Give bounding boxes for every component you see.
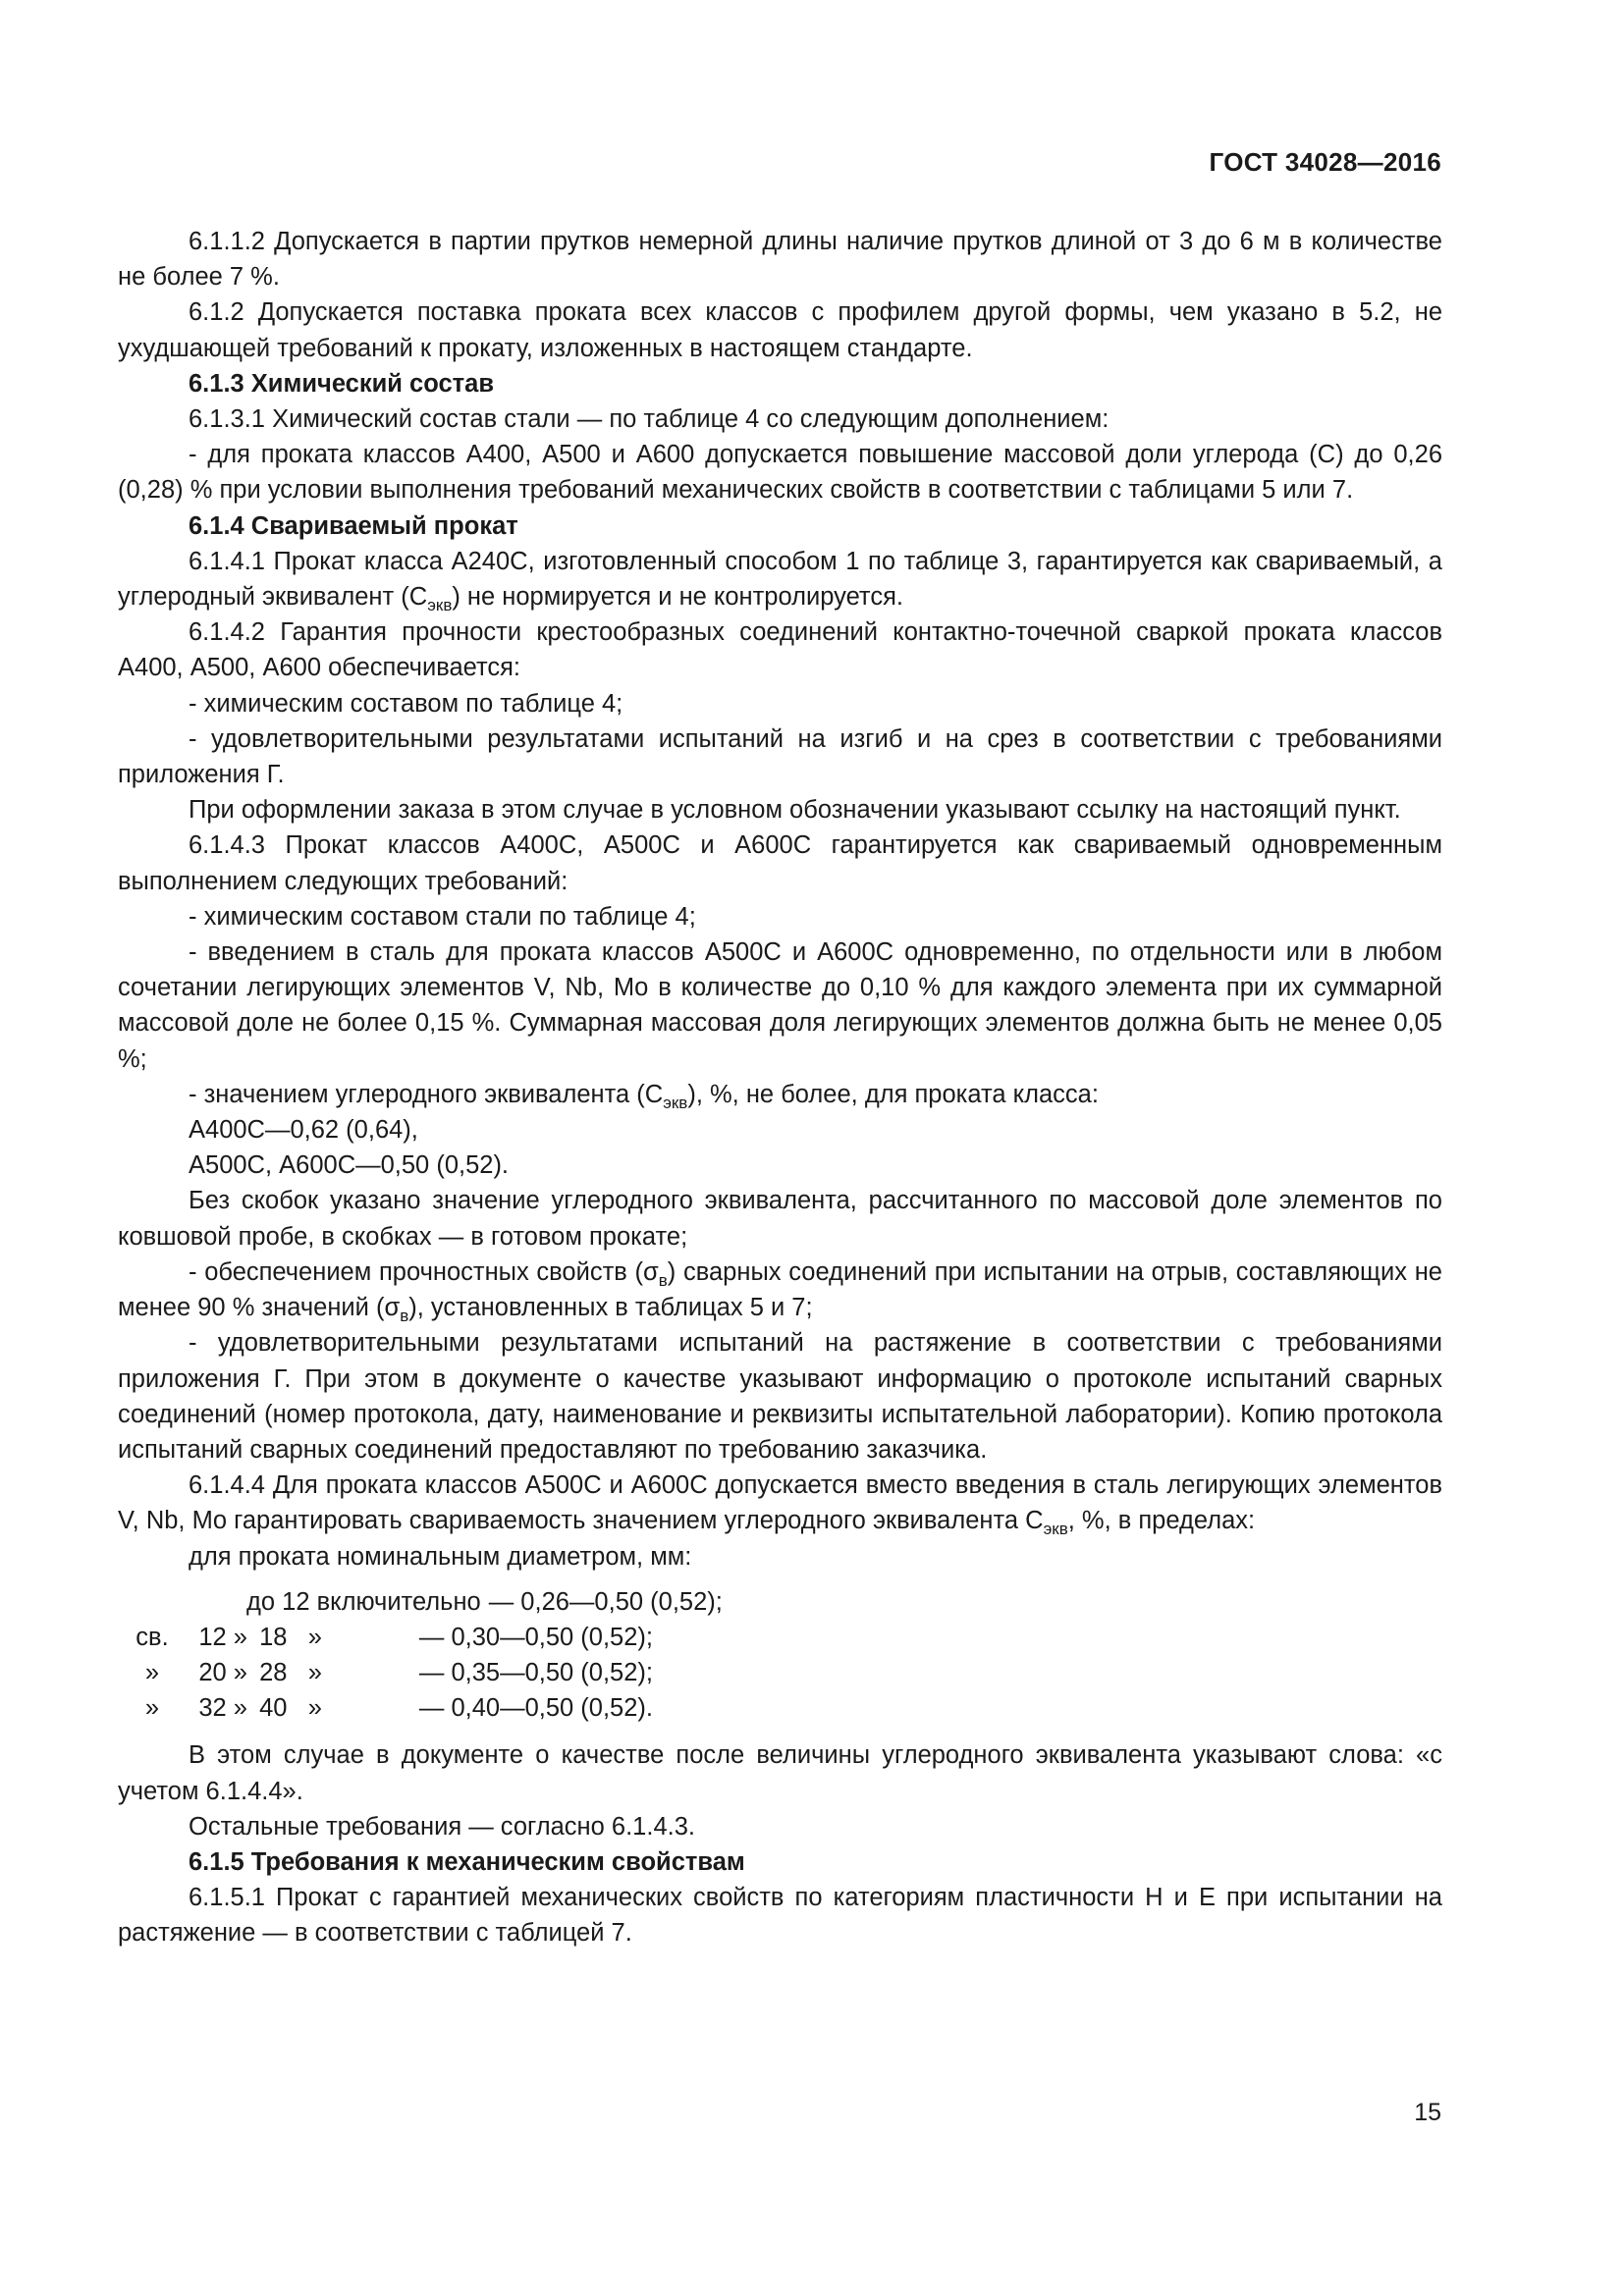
paragraph: 6.1.2 Допускается поставка проката всех классов с профилем другой формы, чем указано в 5.2, не ухудшающей требований к прокату, изложенных в настоящем стандарте. [118, 298, 1442, 362]
paragraph [118, 1077, 1442, 1112]
diameter-table [118, 1584, 1442, 1727]
table-value: — 0,26—0,50 (0,52); [488, 1587, 723, 1616]
paragraph: В этом случае в документе о качестве после величины углеродного эквивалента указывают слова: «с учетом 6.1.4.4». [118, 1741, 1442, 1805]
table-value: — 0,30—0,50 (0,52); [418, 1623, 653, 1651]
text-run: , %, в пределах: [1067, 1507, 1256, 1535]
paragraph: - химическим составом по таблице 4; [189, 689, 623, 718]
paragraph [118, 1468, 1442, 1538]
text-run: ) сварных соединений при испытании на отрыв, составляющих не менее 90 % значений (σ [118, 1257, 1442, 1322]
subscript: экв [427, 596, 453, 615]
paragraph: А400С—0,62 (0,64), [189, 1116, 418, 1145]
text-run: ), установленных в таблицах 5 и 7; [408, 1294, 813, 1322]
subscript: в [658, 1270, 668, 1290]
paragraph: - введением в сталь для проката классов А500С и А600С одновременно, по отдельности или в любом сочетании легирующих элементов V, Nb, Mo в количестве до 0,10 % для каждого элемента при их суммарной массовой доле не более 0,15 %. Суммарная массовая доля легирующих элементов должна быть не менее 0,05 %; [118, 938, 1442, 1073]
table-to: 18 » [259, 1623, 322, 1651]
paragraph: Остальные требования — согласно 6.1.4.3. [189, 1812, 695, 1841]
section-heading: 6.1.4 Свариваемый прокат [189, 511, 518, 540]
table-value: — 0,35—0,50 (0,52); [418, 1659, 653, 1687]
paragraph: 6.1.4.2 Гарантия прочности крестообразных соединений контактно-точечной сваркой проката классов А400, А500, А600 обеспечивается: [118, 618, 1442, 682]
section-heading: 6.1.3 Химический состав [189, 369, 495, 398]
text-run: - обеспечением прочностных свойств (σ [189, 1257, 659, 1286]
table-prefix: » [144, 1659, 160, 1687]
page-number: 15 [1414, 2099, 1441, 2126]
paragraph: для проката номинальным диаметром, мм: [189, 1542, 692, 1571]
table-row [118, 1584, 1442, 1620]
paragraph [118, 544, 1442, 614]
table-from: 12 » [198, 1623, 247, 1651]
text-run: 6.1.4.4 Для проката классов А500С и А600С допускается вместо введения в сталь легирующих элементов V, Nb, Mo гарантировать свариваемость значением углеродного эквивалента С [118, 1471, 1442, 1535]
table-row [118, 1655, 1442, 1690]
paragraph: - удовлетворительными результатами испытаний на растяжение в соответствии с требованиями приложения Г. При этом в документе о качестве указывают информацию о протоколе испытаний сварных соединений (номер протокола, дату, наименование и реквизиты испытательной лаборатории). Копию протокола испытаний сварных соединений предоставляют по требованию заказчика. [118, 1329, 1442, 1464]
text-run: ) не нормируется и не контролируется. [452, 583, 903, 612]
paragraph: 6.1.5.1 Прокат с гарантией механических свойств по категориям пластичности Н и Е при испытании на растяжение — в соответствии с таблицей 7. [118, 1884, 1442, 1948]
text-run: ), %, не более, для проката класса: [687, 1080, 1099, 1108]
table-row [118, 1690, 1442, 1726]
paragraph: - для проката классов А400, А500 и А600 допускается повышение массовой доли углерода (С) до 0,26 (0,28) % при условии выполнения требований механических свойств в соответствии с таблицами 5 или 7. [118, 441, 1442, 505]
table-range: до 12 включительно [246, 1587, 481, 1616]
table-from: 20 » [198, 1659, 247, 1687]
paragraph: 6.1.3.1 Химический состав стали — по таблице 4 со следующим дополнением: [189, 405, 1110, 434]
table-row [118, 1620, 1442, 1655]
table-prefix: » [144, 1694, 160, 1723]
document-code: ГОСТ 34028—2016 [1209, 147, 1441, 177]
subscript: экв [1043, 1520, 1068, 1539]
paragraph: 6.1.4.3 Прокат классов А400С, А500С и А600С гарантируется как свариваемый одновременным выполнением следующих требований: [118, 831, 1442, 895]
text-run: 6.1.4.1 Прокат класса А240С, изготовленный способом 1 по таблице 3, гарантируется как свариваемый, а углеродный эквивалент (С [118, 547, 1442, 612]
text-run: - значением углеродного эквивалента (С [189, 1080, 664, 1108]
paragraph: А500С, А600С—0,50 (0,52). [189, 1151, 510, 1180]
paragraph: Без скобок указано значение углеродного эквивалента, рассчитанного по массовой доле элементов по ковшовой пробе, в скобках — в готовом прокате; [118, 1187, 1442, 1251]
table-prefix: св. [135, 1623, 169, 1651]
paragraph [118, 1255, 1442, 1325]
subscript: в [400, 1307, 409, 1326]
paragraph: 6.1.1.2 Допускается в партии прутков немерной длины наличие прутков длиной от 3 до 6 м в количестве не более 7 %. [118, 228, 1442, 292]
table-to: 28 » [259, 1659, 322, 1687]
table-from: 32 » [198, 1694, 247, 1723]
paragraph: - химическим составом стали по таблице 4; [189, 902, 696, 931]
paragraph: - удовлетворительными результатами испытаний на изгиб и на срез в соответствии с требованиями приложения Г. [118, 724, 1442, 789]
paragraph: При оформлении заказа в этом случае в условном обозначении указывают ссылку на настоящий пункт. [189, 796, 1401, 825]
table-to: 40 » [259, 1694, 322, 1723]
section-heading: 6.1.5 Требования к механическим свойствам [189, 1848, 745, 1877]
table-value: — 0,40—0,50 (0,52). [418, 1694, 653, 1723]
document-body [118, 224, 1442, 1951]
subscript: экв [663, 1093, 688, 1112]
